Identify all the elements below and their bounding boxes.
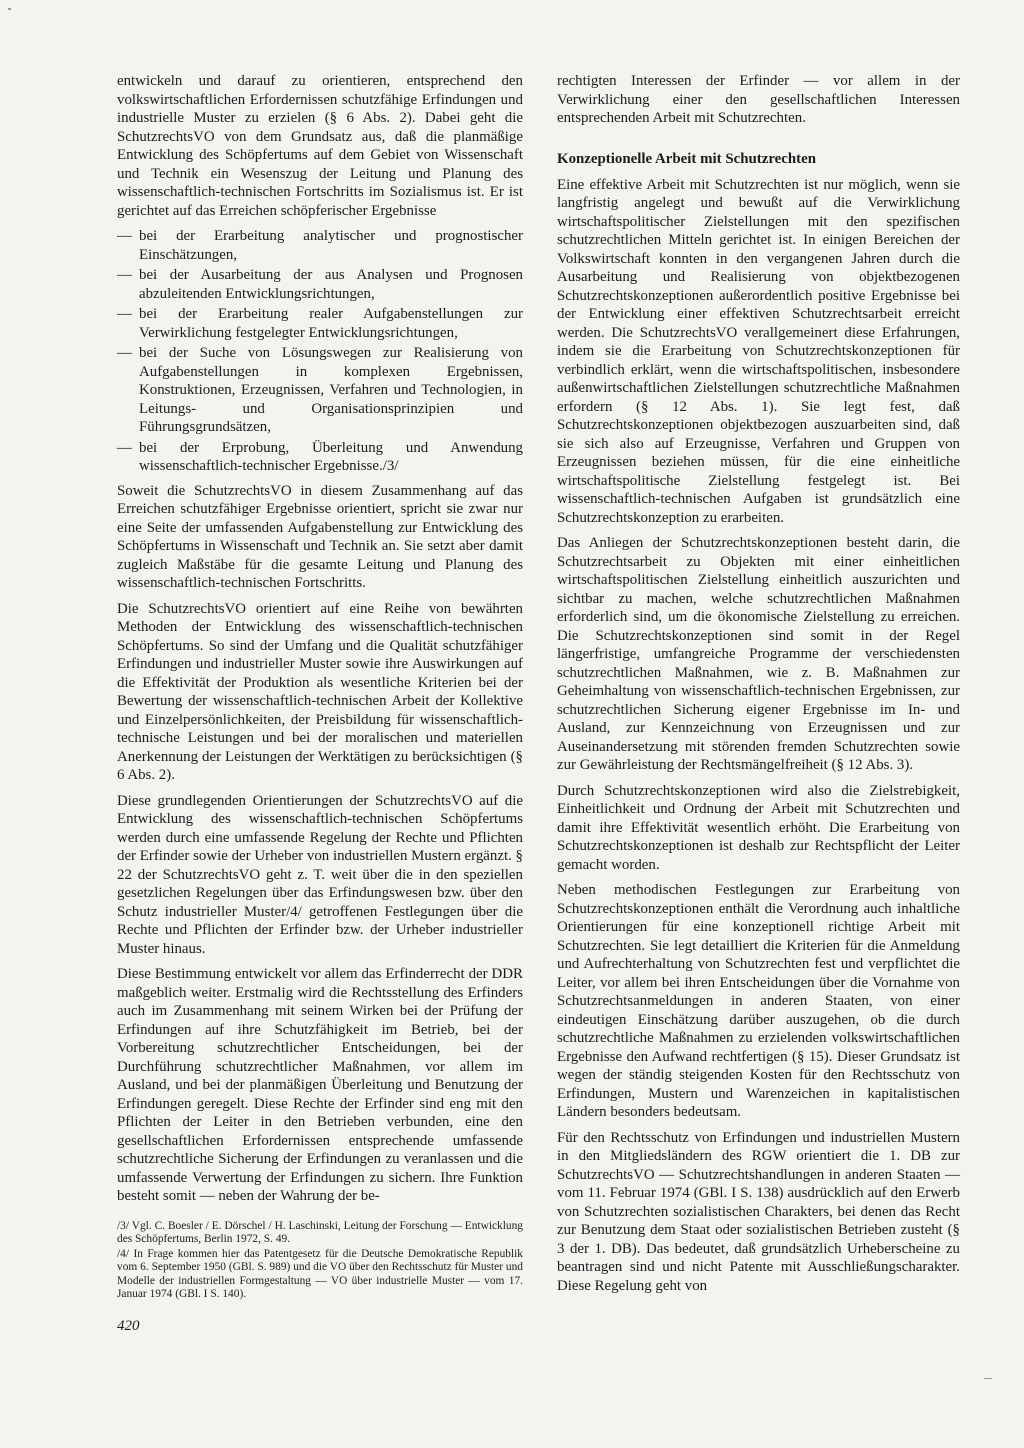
list-item: — bei der Erarbeitung realer Aufgabenstellungen zur Verwirklichung festgelegter Entwicklungsrichtungen, xyxy=(117,305,523,342)
list-item: — bei der Ausarbeitung der aus Analysen und Prognosen abzuleitenden Entwicklungsrichtungen, xyxy=(117,266,523,303)
paragraph: rechtigten Interessen der Erfinder — vor allem in der Verwirklichung einer den gesellschaftlichen Interessen entsprechenden Arbeit mit Schutzrechten. xyxy=(557,73,960,126)
dash-list xyxy=(117,227,523,476)
paragraph: Die SchutzrechtsVO orientiert auf eine Reihe von bewährten Methoden der Entwicklung des wissenschaftlich-technischen Schöpfertums. So sind der Umfang und die Qualität schutzfähiger Erfindungen und industrieller Muster sowie ihre Auswirkungen auf die Effektivität der Produktion als wesentliche Kriterien bei der Bewertung der wissenschaftlich-technischen Arbeit der Kollektive und Einzelpersönlichkeiten, der Preisbildung für wissenschaftlich-technische Leistungen und bei der moralischen und materiellen Anerkennung der Leistungen der Werktätigen zu berücksichtigen (§ 6 Abs. 2). xyxy=(117,600,523,783)
footnote: /3/ Vgl. C. Boesler / E. Dörschel / H. Laschinski, Leitung der Forschung — Entwicklung des Schöpfertums, Berlin 1972, S. 49. xyxy=(117,1219,523,1246)
right-column xyxy=(557,72,960,1302)
paragraph: Eine effektive Arbeit mit Schutzrechten ist nur möglich, wenn sie langfristig angelegt und bewußt auf die Verwirklichung wirtschaftspolitischer Zielstellungen mit den spezifischen schutzrechtlichen Mitteln gerichtet ist. In einigen Bereichen der Volkswirtschaft konnten in den vergangenen Jahren durch die Ausarbeitung und Realisierung von objektbezogenen Schutzrechtskonzeptionen außerordentlich positive Ergebnisse bei der Entwicklung einer effektiven Schutzrechtsarbeit erreicht werden. Die SchutzrechtsVO verallgemeinert diese Erfahrungen, indem sie die Erarbeitung von Schutzrechtskonzeptionen für verbindlich erklärt, wenn die wirtschaftspolitischen, insbesondere außenwirtschaftlichen Zielstellungen schutzrechtliche Maßnahmen erfordern (§ 12 Abs. 1). Sie legt fest, daß Schutzrechtskonzeptionen objektbezogen auszuarbeiten sind, daß sie sich also auf Erzeugnisse, Verfahren und Gruppen von Erzeugnissen beziehen müssen, für die eine einheitliche wirtschaftspolitische Zielstellung festgelegt ist. Bei wissenschaftlich-technischen Aufgaben ist grundsätzlich eine Schutzrechtskonzeption zu erarbeiten. xyxy=(557,176,960,526)
paragraph: Das Anliegen der Schutzrechtskonzeptionen besteht darin, die Schutzrechtsarbeit zu Objekten mit einer einheitlichen wirtschaftspolitischen Zielstellung einheitlich auszurichten und sichtbar zu machen, welche schutzrechtlichen Maßnahmen erforderlich sind, um die ökonomische Zielstellung zu erreichen. Die Schutzrechtskonzeptionen sind somit in der Regel längerfristige, umfangreiche Programme der verschiedensten schutzrechtlichen Maßnahmen, wie z. B. Maßnahmen zur Geheimhaltung von wissenschaftlich-technischen Ergebnissen, zur schutzrechtlichen Sicherung eigener Ergebnisse im In- und Ausland, zur Kennzeichnung von Erzeugnissen und zur Auseinandersetzung mit störenden fremden Schutzrechten sowie zur Gewährleistung der Rechtsmängelfreiheit (§ 12 Abs. 3). xyxy=(557,535,960,773)
paragraph: Diese Bestimmung entwickelt vor allem das Erfinderrecht der DDR maßgeblich weiter. Erstmalig wird die Rechtsstellung des Erfinders auch im Zusammenhang mit seinem Wirken bei der Prüfung der Erfindungen auf ihre Schutzfähigkeit im Betrieb, bei der Vorbereitung schutzrechtlicher Entscheidungen, bei der Durchführung schutzrechtlicher Maßnahmen, vor allem im Ausland, und bei der planmäßigen Überleitung und Benutzung der Erfindungen geregelt. Diese Rechte der Erfinder sind eng mit den Pflichten der Leiter in den Betrieben verbunden, eine den gesellschaftlichen Erfordernissen entsprechende umfassende schutzrechtliche Sicherung der Erfindungen zu veranlassen und die umfassende Verwertung der Erfindungen zu sichern. Ihre Funktion besteht somit — neben der Wahrung der be- xyxy=(117,966,523,1204)
section-heading: Konzeptionelle Arbeit mit Schutzrechten xyxy=(557,150,817,167)
paragraph: Soweit die SchutzrechtsVO in diesem Zusammenhang auf das Erreichen schutzfähiger Ergebnisse orientiert, spricht sie zwar nur eine Seite der umfassenden Aufgabenstellung zur Entwicklung des Schöpfertums in Wissenschaft und Technik an. Sie setzt aber damit zugleich Maßstäbe für die gesamte Leitung und Planung des wissenschaftlich-technischen Fortschritts. xyxy=(117,482,523,591)
paragraph: Diese grundlegenden Orientierungen der SchutzrechtsVO auf die Entwicklung des wissenschaftlich-technischen Schöpfertums werden durch eine umfassende Regelung der Rechte und Pflichten der Erfinder sowie der Urheber von industriellen Mustern ergänzt. § 22 der SchutzrechtsVO geht z. T. weit über die in den speziellen gesetzlichen Regelungen über das Erfindungswesen bzw. über den Schutz industrieller Muster/4/ getroffenen Festlegungen über die Rechte und Pflichten der Erfinder bzw. der Urheber industrieller Muster hinaus. xyxy=(117,792,523,957)
paragraph: Durch Schutzrechtskonzeptionen wird also die Zielstrebigkeit, Einheitlichkeit und Ordnung der Arbeit mit Schutzrechten und damit ihre Effektivität wesentlich erhöht. Die Erarbeitung von Schutzrechtskonzeptionen ist deshalb zur Rechtspflicht der Leiter gemacht worden. xyxy=(557,782,960,873)
page-number: 420 xyxy=(117,1318,140,1334)
paragraph: Für den Rechtsschutz von Erfindungen und industriellen Mustern in den Mitgliedsländern des RGW orientiert die 1. DB zur SchutzrechtsVO — Schutzrechtshandlungen in anderen Staaten — vom 11. Februar 1974 (GBl. I S. 138) ausdrücklich auf den Erwerb von Schutzrechten sozialistischen Charakters, bei denen das Recht zur Benutzung dem Staat oder sozialistischen Betrieben zusteht (§ 3 der 1. DB). Das bedeutet, daß grundsätzlich Urheberscheine zu beantragen sind und nicht Patente mit Ausschließungscharakter. Diese Regelung geht von xyxy=(557,1129,960,1294)
footnote: /4/ In Frage kommen hier das Patentgesetz für die Deutsche Demokratische Republik vom 6. September 1950 (GBl. S. 989) und die VO über den Rechtsschutz für Muster und Modelle der industriellen Formgestaltung — VO über industrielle Muster — vom 17. Januar 1974 (GBl. I S. 140). xyxy=(117,1247,523,1301)
scan-speck xyxy=(8,8,11,10)
left-column xyxy=(117,72,523,1303)
scan-speck xyxy=(984,1378,992,1379)
footnotes xyxy=(117,1220,523,1303)
list-item: — bei der Suche von Lösungswegen zur Realisierung von Aufgabenstellungen in komplexen Ergebnissen, Konstruktionen, Erzeugnissen, Verfahren und Technologien, in Leitungs- und Organisationsprinzipien und Führungsgrundsätzen, xyxy=(117,344,523,437)
list-item: — bei der Erarbeitung analytischer und prognostischer Einschätzungen, xyxy=(117,227,523,264)
paragraph: Neben methodischen Festlegungen zur Erarbeitung von Schutzrechtskonzeptionen enthält die Verordnung auch inhaltliche Orientierungen für eine konzeptionell richtige Arbeit mit Schutzrechten. Sie legt detailliert die Kriterien für die Anmeldung und Aufrechterhaltung von Schutzrechten fest und verpflichtet die Leiter, vor allem bei ihren Entscheidungen über die Vornahme von Schutzrechtsanmeldungen in anderen Staaten, von einer eindeutigen Einschätzung darüber auszugehen, ob die durch schutzrechtliche Maßnahmen zu erzielenden volkswirtschaftlichen Ergebnisse den Aufwand rechtfertigen (§ 15). Dieser Grundsatz ist wegen der ständig steigenden Kosten für den Rechtsschutz von Erfindungen, Mustern und Warenzeichen in kapitalistischen Ländern besonders bedeutsam. xyxy=(557,882,960,1120)
paragraph: entwickeln und darauf zu orientieren, entsprechend den volkswirtschaftlichen Erfordernissen schutzfähige Erfindungen und industrielle Muster zu erzielen (§ 6 Abs. 2). Dabei geht die SchutzrechtsVO von dem Grundsatz aus, daß die planmäßige Entwicklung des Schöpfertums auf dem Gebiet von Wissenschaft und Technik ein Wesenszug der Leitung und Planung des wissenschaftlich-technischen Fortschritts im Sozialismus ist. Er ist gerichtet auf das Erreichen schöpferischer Ergebnisse xyxy=(117,73,523,219)
list-item: — bei der Erprobung, Überleitung und Anwendung wissenschaftlich-technischer Ergebnisse./3/ xyxy=(117,439,523,476)
